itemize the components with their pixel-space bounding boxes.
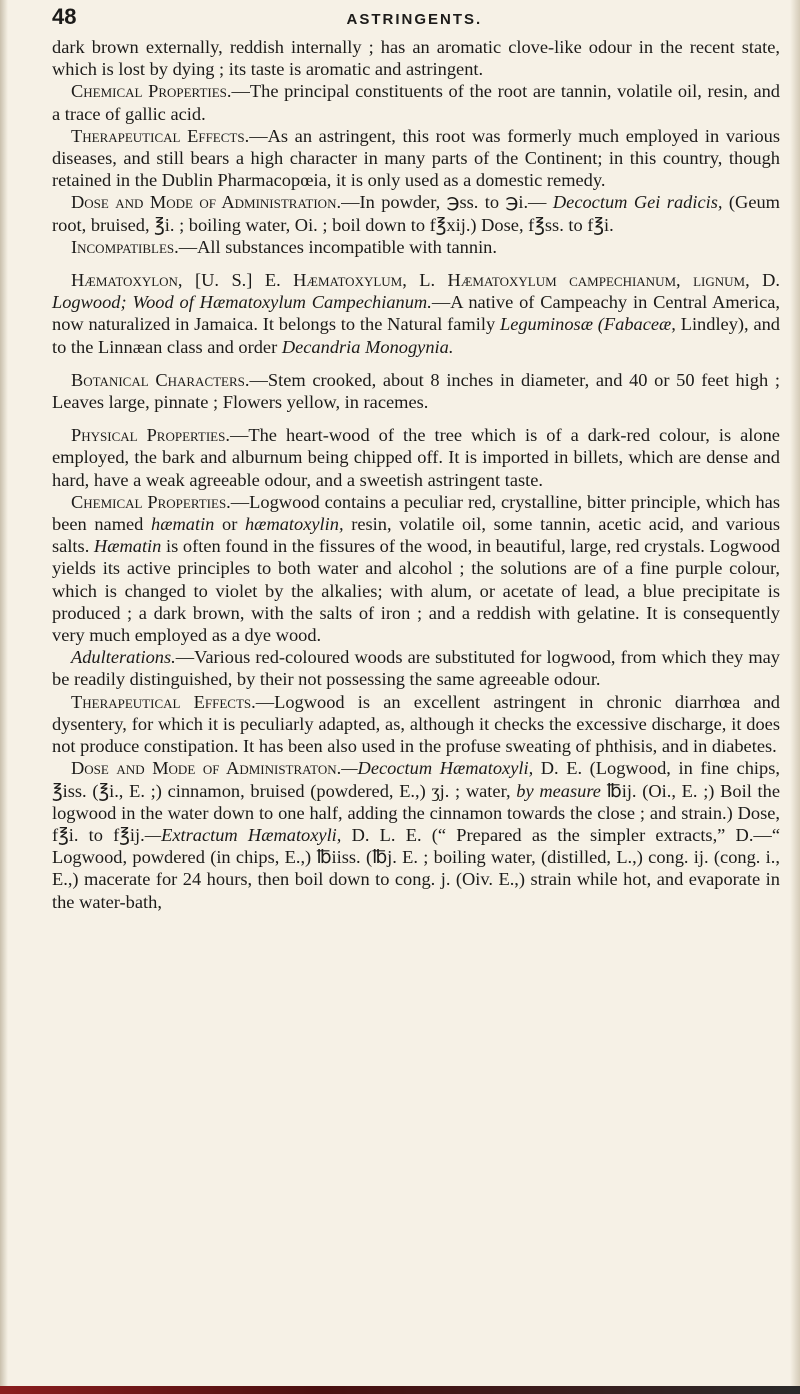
geum-incompatibles-label: Incompatibles.: [71, 236, 179, 257]
geum-incompatibles-paragraph: [52, 236, 780, 258]
geum-therapeutic-paragraph: [52, 125, 780, 192]
haematoxylon-therapeutic-label: Therapeutical Effects.: [71, 691, 256, 712]
haematoxylon-dose-text-1: D. E. (Logwood, in fine chips, ℥iss. (℥i., E. ;) cinnamon, bruised (powdered, E.,) ʒj. ; water,: [52, 758, 780, 801]
geum-chemical-paragraph: [52, 80, 780, 124]
haematoxylon-physical-label: Physical Properties.: [71, 425, 230, 446]
haematoxylon-common-name: Logwood; Wood of Hæmatoxylum Campechianum.: [52, 292, 432, 313]
haematin-term: hæmatin: [151, 514, 215, 535]
geum-incompatibles-text: —All substances incompatible with tannin.: [178, 236, 497, 257]
haematoxylon-therapeutic-text: —Logwood is an excellent astringent in chronic diarrhœa and dysentery, for which it is peculiarly adapted, as, although it checks the excessive discharge, it does not produce constipation. It has been also used in the profuse sweating of phthisis, and in diabetes.: [52, 691, 780, 757]
section-gap: [52, 258, 780, 269]
haematoxylon-adulterations-text: —Various red-coloured woods are substituted for logwood, from which they may be readily distinguished, by their not possessing the same agreeable odour.: [52, 647, 780, 690]
geum-dose-paragraph: [52, 191, 780, 235]
page-edge-right: [790, 0, 800, 1394]
haematoxylon-adulterations-label: Adulterations.: [71, 647, 176, 668]
haematoxylon-family: Leguminosæ (Fabaceæ,: [499, 314, 676, 335]
geum-intro-text: dark brown externally, reddish internally ; has an aromatic clove-like odour in the recent state, which is lost by dying ; its taste is aromatic and astringent.: [52, 37, 780, 80]
geum-intro-paragraph: [52, 36, 780, 80]
haematoxylon-physical-text: —The heart-wood of the tree which is of a dark-red colour, is alone employed, the bark and alburnum being chipped off. It is imported in billets, which are dense and hard, have a weak agreeable odour, and a sweetish astringent taste.: [52, 425, 780, 490]
haematoxylon-order: Decandria Monogynia.: [281, 336, 454, 357]
geum-therapeutic-text: —As an astringent, this root was formerly much employed in various diseases, and still bears a high character in many parts of the Continent; in this country, though retained in the Dublin Pharmacopœia, it is only used as a domestic remedy.: [52, 125, 780, 191]
scan-bottom-edge: [0, 1386, 800, 1394]
decoctum-haematoxyli-name: —Decoctum Hæmatoxyli,: [341, 758, 534, 779]
haematoxylon-chemical-paragraph: [52, 491, 780, 646]
haematoxylon-origin-text: —A native of Campeachy in Central America, now naturalized in Jamaica. It belongs to the Natural family: [52, 292, 780, 335]
geum-dose-label: Dose and Mode of Administration.: [71, 192, 342, 213]
haematoxylon-therapeutic-paragraph: [52, 691, 780, 758]
haematoxylon-dose-paragraph: [52, 757, 780, 912]
haematoxylon-botanical-text: —Stem crooked, about 8 inches in diameter, and 40 or 50 feet high ; Leaves large, pinnate ; Flowers yellow, in racemes.: [52, 369, 780, 413]
haematoxylon-botanical-paragraph: [52, 369, 780, 413]
haematoxylon-dose-label: Dose and Mode of Administraton.: [71, 758, 342, 779]
haematoxylon-dose-text-2: ℔ij. (Oi., E. ;) Boil the logwood in the water down to one half, adding the cinnamon towards the close ; and strain.) Dose, f℥i. to f℥ij.: [52, 780, 780, 845]
haematoxylon-title-paragraph: [52, 269, 780, 358]
book-page: [52, 4, 780, 913]
geum-dose-text-1: —In powder, ℈ss. to ℈i.—: [341, 192, 547, 213]
haematoxylon-chemical-text-3: resin, volatile oil, some tannin, acetic acid, and various salts.: [52, 514, 781, 557]
haematoxylon-chemical-text-2: or: [214, 514, 245, 535]
page-number: 48: [52, 4, 77, 29]
haematoxylon-physical-paragraph: [52, 424, 780, 491]
page-edge-left: [0, 0, 8, 1394]
extractum-haematoxyli-name: —Extractum Hæmatoxyli,: [144, 824, 342, 845]
geum-dose-text-2: (Geum root, bruised, ℥i. ; boiling water, Oi. ; boil down to f℥xij.) Dose, f℥ss. to f℥i.: [52, 192, 780, 235]
geum-therapeutic-label: Therapeutical Effects.: [71, 125, 250, 146]
geum-chemical-label: Chemical Properties.: [71, 81, 232, 102]
haematoxylon-chemical-text-1: —Logwood contains a peculiar red, crystalline, bitter principle, which has been named: [52, 491, 780, 535]
haematoxylon-botanical-label: Botanical Characters.: [71, 369, 250, 390]
haematoxylon-title: Hæmatoxylon, [U. S.] E. Hæmatoxylum, L. Hæmatoxylum campechianum, lignum, D.: [71, 270, 780, 291]
running-head: ASTRINGENTS.: [346, 11, 483, 28]
by-measure-term: by measure: [516, 780, 601, 801]
section-gap: [52, 358, 780, 369]
haematoxylon-adulterations-paragraph: [52, 646, 780, 690]
haematoxylon-chemical-label: Chemical Properties.: [71, 491, 231, 512]
haematoxylon-class-text: Lindley), and to the Linnæan class and order: [52, 314, 781, 357]
haematoxylon-dose-text-3: D. L. E. (“ Prepared as the simpler extracts,” D.—“ Logwood, powdered (in chips, E.,) ℔iiss. (℔j. E. ; boiling water, (distilled, L.,) cong. ij. (cong. i., E.,) macerate for 24 hours, then boil down to cong. j. (Oiv. E.,) strain while hot, and evaporate in the water-bath,: [52, 824, 780, 912]
haematoxylon-chemical-text-4: is often found in the fissures of the wood, in beautiful, large, red crystals. Logwood yields its active principles to both water and alcohol ; the solutions are of a fine purple colour, which is changed to violet by the alkalies; with alum, or acetate of lead, a blue precipitate is produced ; a dark brown, with the salts of iron ; and a reddish with gelatine. It is consequently very much employed as a dye wood.: [52, 536, 780, 646]
geum-chemical-text: —The principal constituents of the root are tannin, volatile oil, resin, and a trace of gallic acid.: [52, 81, 780, 124]
haematoxylin-term: hæmatoxylin,: [244, 514, 344, 535]
section-gap: [52, 413, 780, 424]
geum-decoctum-name: Decoctum Gei radicis,: [552, 192, 723, 213]
haematin-term-2: Hæmatin: [93, 536, 162, 557]
page-header: [52, 4, 780, 36]
